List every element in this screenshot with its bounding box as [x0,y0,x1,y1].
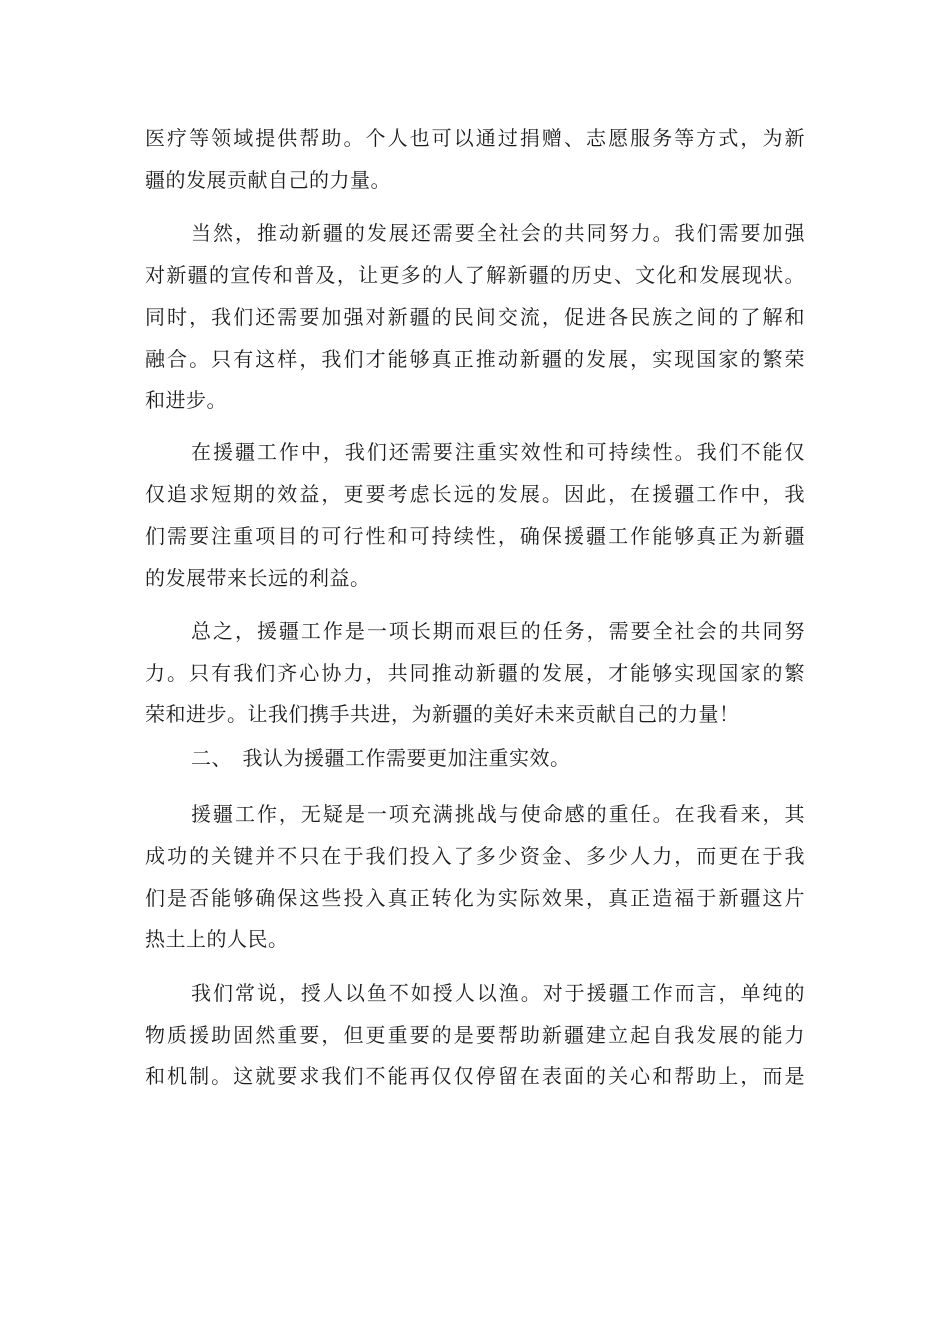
text-line: 热土上的人民。 [145,927,289,951]
text-line: 疆的发展贡献自己的力量。 [145,168,391,192]
text-line: 和进步。 [145,388,227,412]
text-line: 们是否能够确保这些投入真正转化为实际效果，真正造福于新疆这片 [145,886,805,910]
text-line: 力。只有我们齐心协力，共同推动新疆的发展，才能够实现国家的繁 [145,661,805,685]
text-line: 们需要注重项目的可行性和可持续性，确保援疆工作能够真正为新疆 [145,524,805,548]
text-line: 融合。只有这样，我们才能够真正推动新疆的发展，实现国家的繁荣 [145,347,805,371]
text-line: 对新疆的宣传和普及，让更多的人了解新疆的历史、文化和发展现状。 [145,263,805,287]
paragraph-first-line: 总之，援疆工作是一项长期而艰巨的任务，需要全社会的共同努 [191,619,805,643]
text-line: 的发展带来长远的利益。 [145,566,371,590]
paragraph-first-line: 在援疆工作中，我们还需要注重实效性和可持续性。我们不能仅 [191,440,805,464]
text-line: 物质援助固然重要，但更重要的是要帮助新疆建立起自我发展的能力 [145,1023,805,1047]
text-line: 医疗等领域提供帮助。个人也可以通过捐赠、志愿服务等方式，为新 [145,126,805,150]
paragraph-first-line: 援疆工作，无疑是一项充满挑战与使命感的重任。在我看来，其 [191,802,805,826]
text-line: 荣和进步。让我们携手共进，为新疆的美好未来贡献自己的力量！ [145,702,740,726]
text-line: 仅追求短期的效益，更要考虑长远的发展。因此，在援疆工作中，我 [145,482,805,506]
text-line: 和机制。这就要求我们不能再仅仅停留在表面的关心和帮助上，而是 [145,1064,805,1088]
paragraph-first-line: 当然，推动新疆的发展还需要全社会的共同努力。我们需要加强 [191,221,805,245]
text-line: 成功的关键并不只在于我们投入了多少资金、多少人力，而更在于我 [145,844,805,868]
paragraph-first-line: 我们常说，授人以鱼不如授人以渔。对于援疆工作而言，单纯的 [191,981,805,1005]
text-line: 同时，我们还需要加强对新疆的民间交流，促进各民族之间的了解和 [145,305,805,329]
section-heading: 二、 我认为援疆工作需要更加注重实效。 [191,746,571,770]
